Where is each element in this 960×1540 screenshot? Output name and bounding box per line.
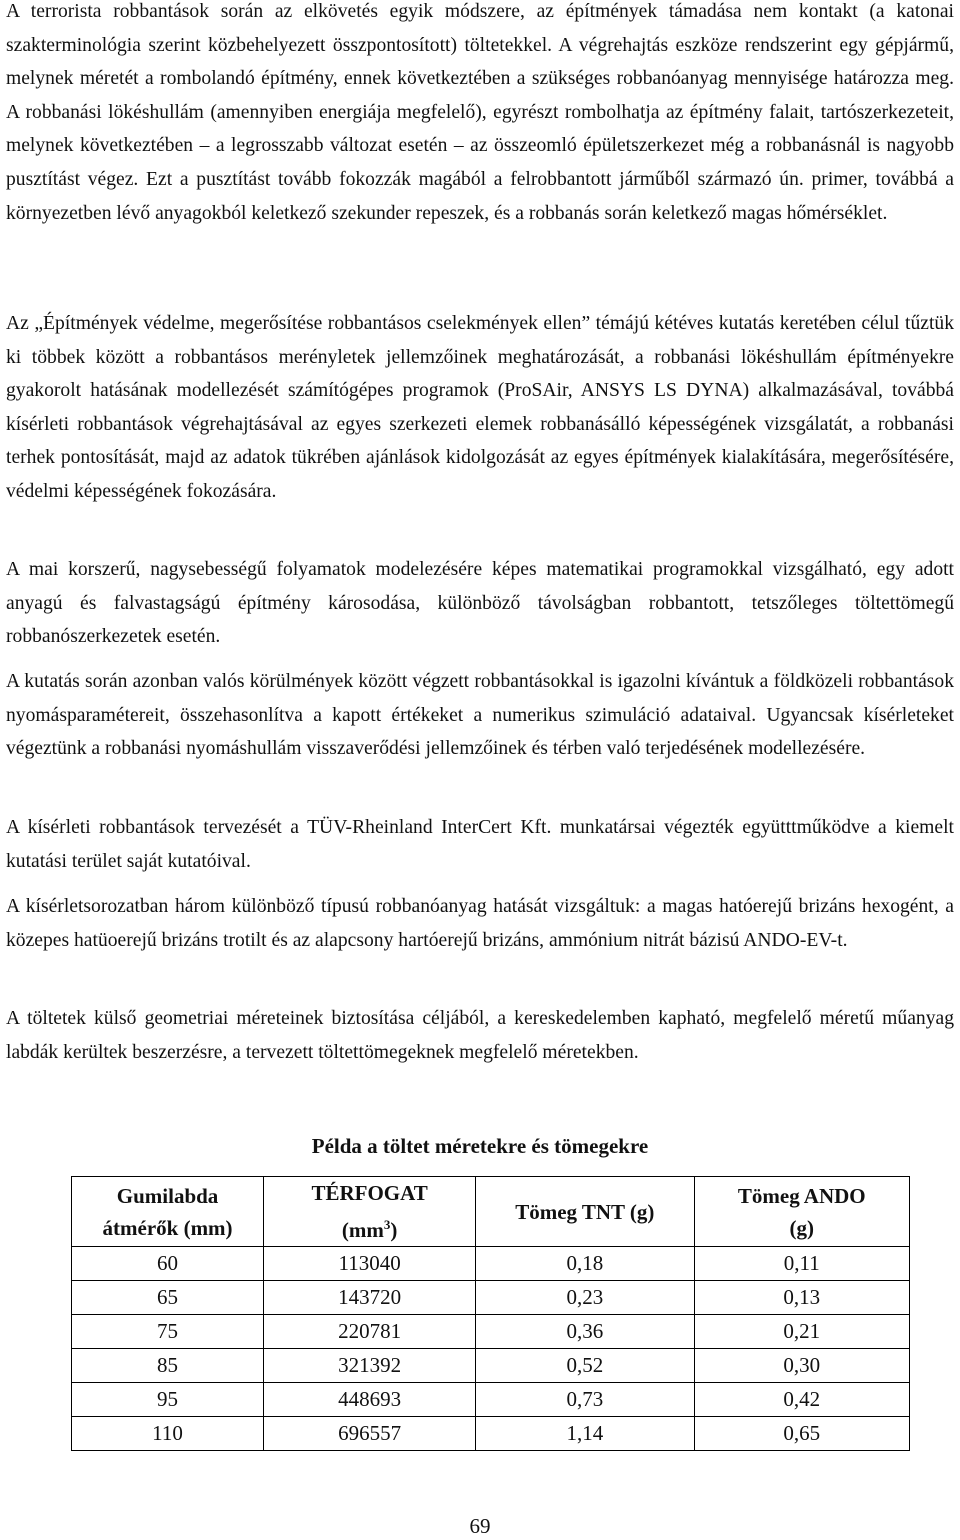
paragraph-field-tests: A kutatás során azonban valós körülmények között végzett robbantásokkal is igazolni kívántuk a földközeli robbantások nyomásparamétereit, összehasonlítva a kapott értékeket a numerikus szimuláció adataival. Ugyancsak kísérleteket végeztünk a robbanási nyomáshullám visszaverődési jellemzőinek és térben való terjedésének modellezésére. <box>6 671 954 760</box>
cell-diameter: 110 <box>72 1417 264 1451</box>
table-row <box>72 1315 910 1349</box>
cell-diameter: 75 <box>72 1315 264 1349</box>
cell-diameter: 85 <box>72 1349 264 1383</box>
table-header-row <box>72 1177 910 1247</box>
cell-tnt: 1,14 <box>476 1417 694 1451</box>
paragraph-research-goals: Az „Építmények védelme, megerősítése robbantásos cselekmények ellen” témájú kétéves kutatás keretében célul tűztük ki többek között a robbantásos merényletek jellemzőinek meghatározását, a robbanási lökéshullám építményekre gyakorolt hatásának modellezését számítógépes programok (ProSAir, ANSYS LS DYNA) alkalmazásával, továbbá kísérleti robbantások végrehajtásával az egyes szerkezeti elemek robbanásálló képességének vizsgálatát, a robbanási terhek pontosítását, majd az adatok tükrében ajánlások kidolgozását az egyes építmények kialakítására, megerősítésére, védelmi képességének fokozására. <box>6 313 954 502</box>
cell-volume: 696557 <box>264 1417 476 1451</box>
table-caption: Példa a töltet méretekre és tömegekre <box>311 1134 649 1158</box>
header-ball-diameter: Gumilabda átmérők (mm) <box>72 1177 264 1247</box>
header-mass-ando: Tömeg ANDO (g) <box>694 1177 909 1247</box>
table-row <box>72 1383 910 1417</box>
cell-diameter: 95 <box>72 1383 264 1417</box>
cell-tnt: 0,73 <box>476 1383 694 1417</box>
cell-ando: 0,30 <box>694 1349 909 1383</box>
cell-volume: 220781 <box>264 1315 476 1349</box>
cell-tnt: 0,36 <box>476 1315 694 1349</box>
cell-volume: 321392 <box>264 1349 476 1383</box>
cell-ando: 0,11 <box>694 1247 909 1281</box>
cell-ando: 0,42 <box>694 1383 909 1417</box>
table-row <box>72 1247 910 1281</box>
table-row <box>72 1417 910 1451</box>
page-number: 69 <box>469 1514 491 1538</box>
paragraph-modern-modeling: A mai korszerű, nagysebességű folyamatok modelezésére képes matematikai programokkal vizsgálható, egy adott anyagú és falvastagságú építmény károsodása, különböző távolságban robbantott, tetszőleges töltettömegű robbanószerkezetek esetén. <box>6 559 954 648</box>
cell-ando: 0,65 <box>694 1417 909 1451</box>
paragraph-explosive-types: A kísérletsorozatban három különböző típusú robbanóanyag hatását vizsgáltuk: a magas hatóerejű brizáns hexogént, a közepes hatüoerejű brizáns trotilt és az alapcsony hartóerejű brizáns, ammónium nitrát bázisú ANDO-EV-t. <box>6 896 954 951</box>
cell-volume: 113040 <box>264 1247 476 1281</box>
cell-tnt: 0,18 <box>476 1247 694 1281</box>
cell-ando: 0,21 <box>694 1315 909 1349</box>
table-row <box>72 1349 910 1383</box>
cell-volume: 143720 <box>264 1281 476 1315</box>
paragraph-terror-attacks: A terrorista robbantások során az elkövetés egyik módszere, az építmények támadása nem kontakt (a katonai szakterminológia szerint közbehelyezett összpontosított) töltetekkel. A végrehajtás eszköze rendszerint egy gépjármű, melynek méretét a rombolandó építmény, ennek következtében a szükséges robbanóanyag mennyisége határozza meg. A robbanási lökéshullám (amennyiben energiája megfelelő), egyrészt rombolhatja az építmény falait, tartószerkezeteit, melynek következtében – a legrosszabb változat esetén – az összeomló épületszerkezet még a robbanásnál is nagyobb pusztítást végez. Ezt a pusztítást tovább fokozzák magából a felrobbantott járműből származó ún. primer, továbbá a környezetben lévő anyagokból keletkező szekunder repeszek, és a robbanás során keletkező magas hőmérséklet. <box>6 1 954 224</box>
charge-size-table <box>71 1176 910 1451</box>
cell-diameter: 65 <box>72 1281 264 1315</box>
cell-ando: 0,13 <box>694 1281 909 1315</box>
cell-diameter: 60 <box>72 1247 264 1281</box>
cell-tnt: 0,23 <box>476 1281 694 1315</box>
table-row <box>72 1281 910 1315</box>
header-mass-tnt: Tömeg TNT (g) <box>476 1177 694 1247</box>
cell-tnt: 0,52 <box>476 1349 694 1383</box>
header-volume: TÉRFOGAT $(mm^3)$ <box>264 1177 476 1247</box>
paragraph-tuv-planning: A kísérleti robbantások tervezését a TÜV-Rheinland InterCert Kft. munkatársai végezték együtttműködve a kiemelt kutatási terület saját kutatóival. <box>6 817 954 872</box>
cell-volume: 448693 <box>264 1383 476 1417</box>
paragraph-charge-geometry: A töltetek külső geometriai méreteinek biztosítása céljából, a kereskedelemben kapható, megfelelő méretű műanyag labdák kerültek beszerzésre, a tervezett töltettömegeknek megfelelő méretekben. <box>6 1008 954 1063</box>
